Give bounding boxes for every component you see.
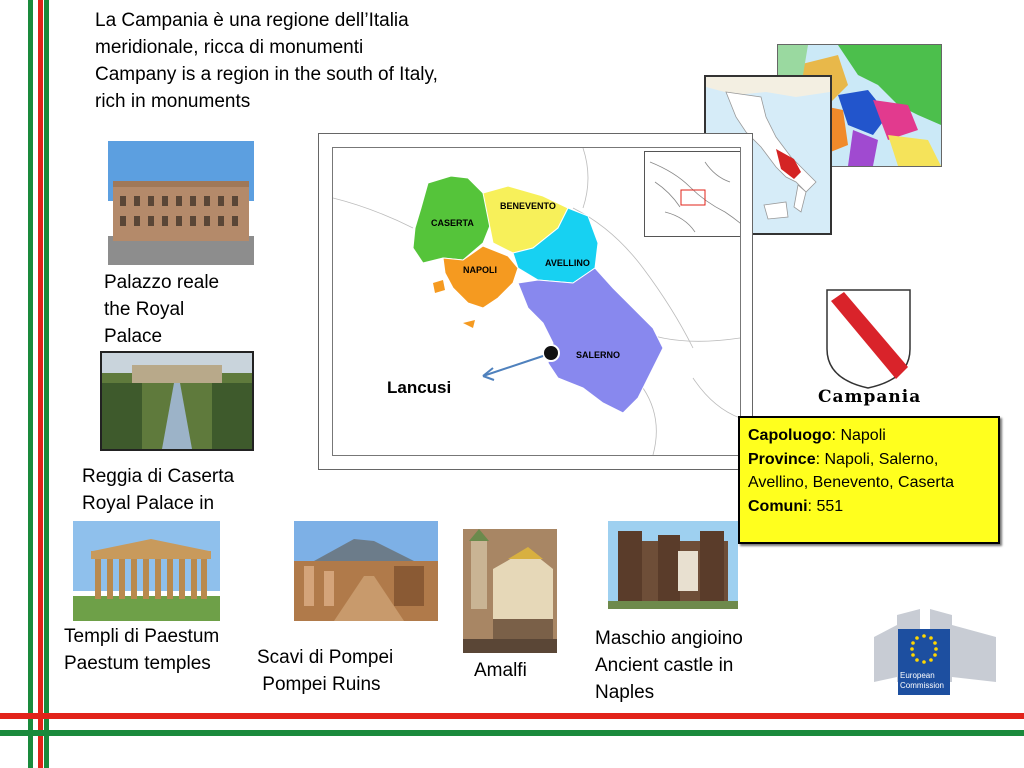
- caption-line: Palace: [104, 326, 163, 347]
- title-line-4: rich in monuments: [95, 91, 251, 112]
- bottom-red-stripe: [0, 713, 1024, 719]
- caption-line: Royal Palace in: [82, 493, 215, 514]
- province-avellino: AVELLINO: [545, 258, 590, 268]
- maschio-angioino-caption: [595, 625, 743, 706]
- lancusi-label: Lancusi: [387, 378, 452, 397]
- campania-map: [318, 133, 753, 470]
- province-label: Province: [748, 450, 816, 468]
- caption-line: Scavi di Pompei: [257, 647, 394, 668]
- caption-line: the Royal: [104, 299, 185, 320]
- lancusi-marker: [543, 345, 559, 361]
- comuni-row: [748, 495, 990, 519]
- amalfi-caption: [474, 657, 527, 684]
- caption-line: Maschio angioino: [595, 628, 743, 649]
- pompei-ruins-photo: [294, 521, 438, 621]
- caption-line: Templi di Paestum: [64, 626, 220, 647]
- paestum-caption: [64, 623, 219, 677]
- province-value: : Napoli, Salerno, Avellino, Benevento, Caserta: [748, 450, 955, 491]
- caption-line: Naples: [595, 682, 655, 703]
- caption-line: Ancient castle in: [595, 655, 734, 676]
- province-row: [748, 448, 990, 495]
- bottom-green-stripe: [0, 730, 1024, 736]
- caption-line: Palazzo reale: [104, 272, 220, 293]
- pompei-caption: [257, 644, 393, 698]
- caption-line: Amalfi: [474, 660, 527, 681]
- amalfi-photo: [463, 529, 557, 653]
- page-title: [95, 7, 575, 115]
- left-green-stripe-2: [44, 0, 49, 768]
- european-commission-logo: [872, 607, 998, 697]
- reggia-caserta-photo: [100, 351, 254, 451]
- capoluogo-row: [748, 424, 990, 448]
- palazzo-reale-caption: [104, 269, 219, 350]
- campania-coat-of-arms: [826, 289, 911, 389]
- caption-line: Paestum temples: [64, 653, 211, 674]
- comuni-label: Comuni: [748, 497, 808, 515]
- left-red-stripe: [38, 0, 43, 768]
- paestum-temples-photo: [73, 521, 220, 621]
- province-napoli: NAPOLI: [463, 265, 498, 275]
- province-caserta: CASERTA: [431, 218, 474, 228]
- palazzo-reale-photo: [108, 141, 254, 265]
- title-line-3: Campany is a region in the south of Italy,: [95, 64, 438, 85]
- maschio-angioino-photo: [608, 521, 738, 609]
- logo-line: Commission: [900, 681, 945, 690]
- capoluogo-label: Capoluogo: [748, 427, 832, 444]
- title-line-1: La Campania è una regione dell’Italia: [95, 10, 409, 31]
- coat-of-arms-label: Campania: [818, 387, 922, 407]
- caption-line: Reggia di Caserta: [82, 466, 235, 487]
- title-line-2: meridionale, ricca di monumenti: [95, 37, 364, 58]
- logo-line: European: [900, 671, 935, 680]
- capoluogo-value: : Napoli: [831, 427, 886, 444]
- left-green-stripe: [28, 0, 33, 768]
- province-benevento: BENEVENTO: [500, 201, 556, 211]
- region-info-box: [738, 416, 1000, 544]
- comuni-value: : 551: [807, 497, 844, 515]
- locator-inset: [644, 151, 741, 237]
- province-salerno: SALERNO: [576, 350, 621, 360]
- logo-text: [900, 671, 944, 691]
- caption-line: Pompei Ruins: [257, 674, 381, 695]
